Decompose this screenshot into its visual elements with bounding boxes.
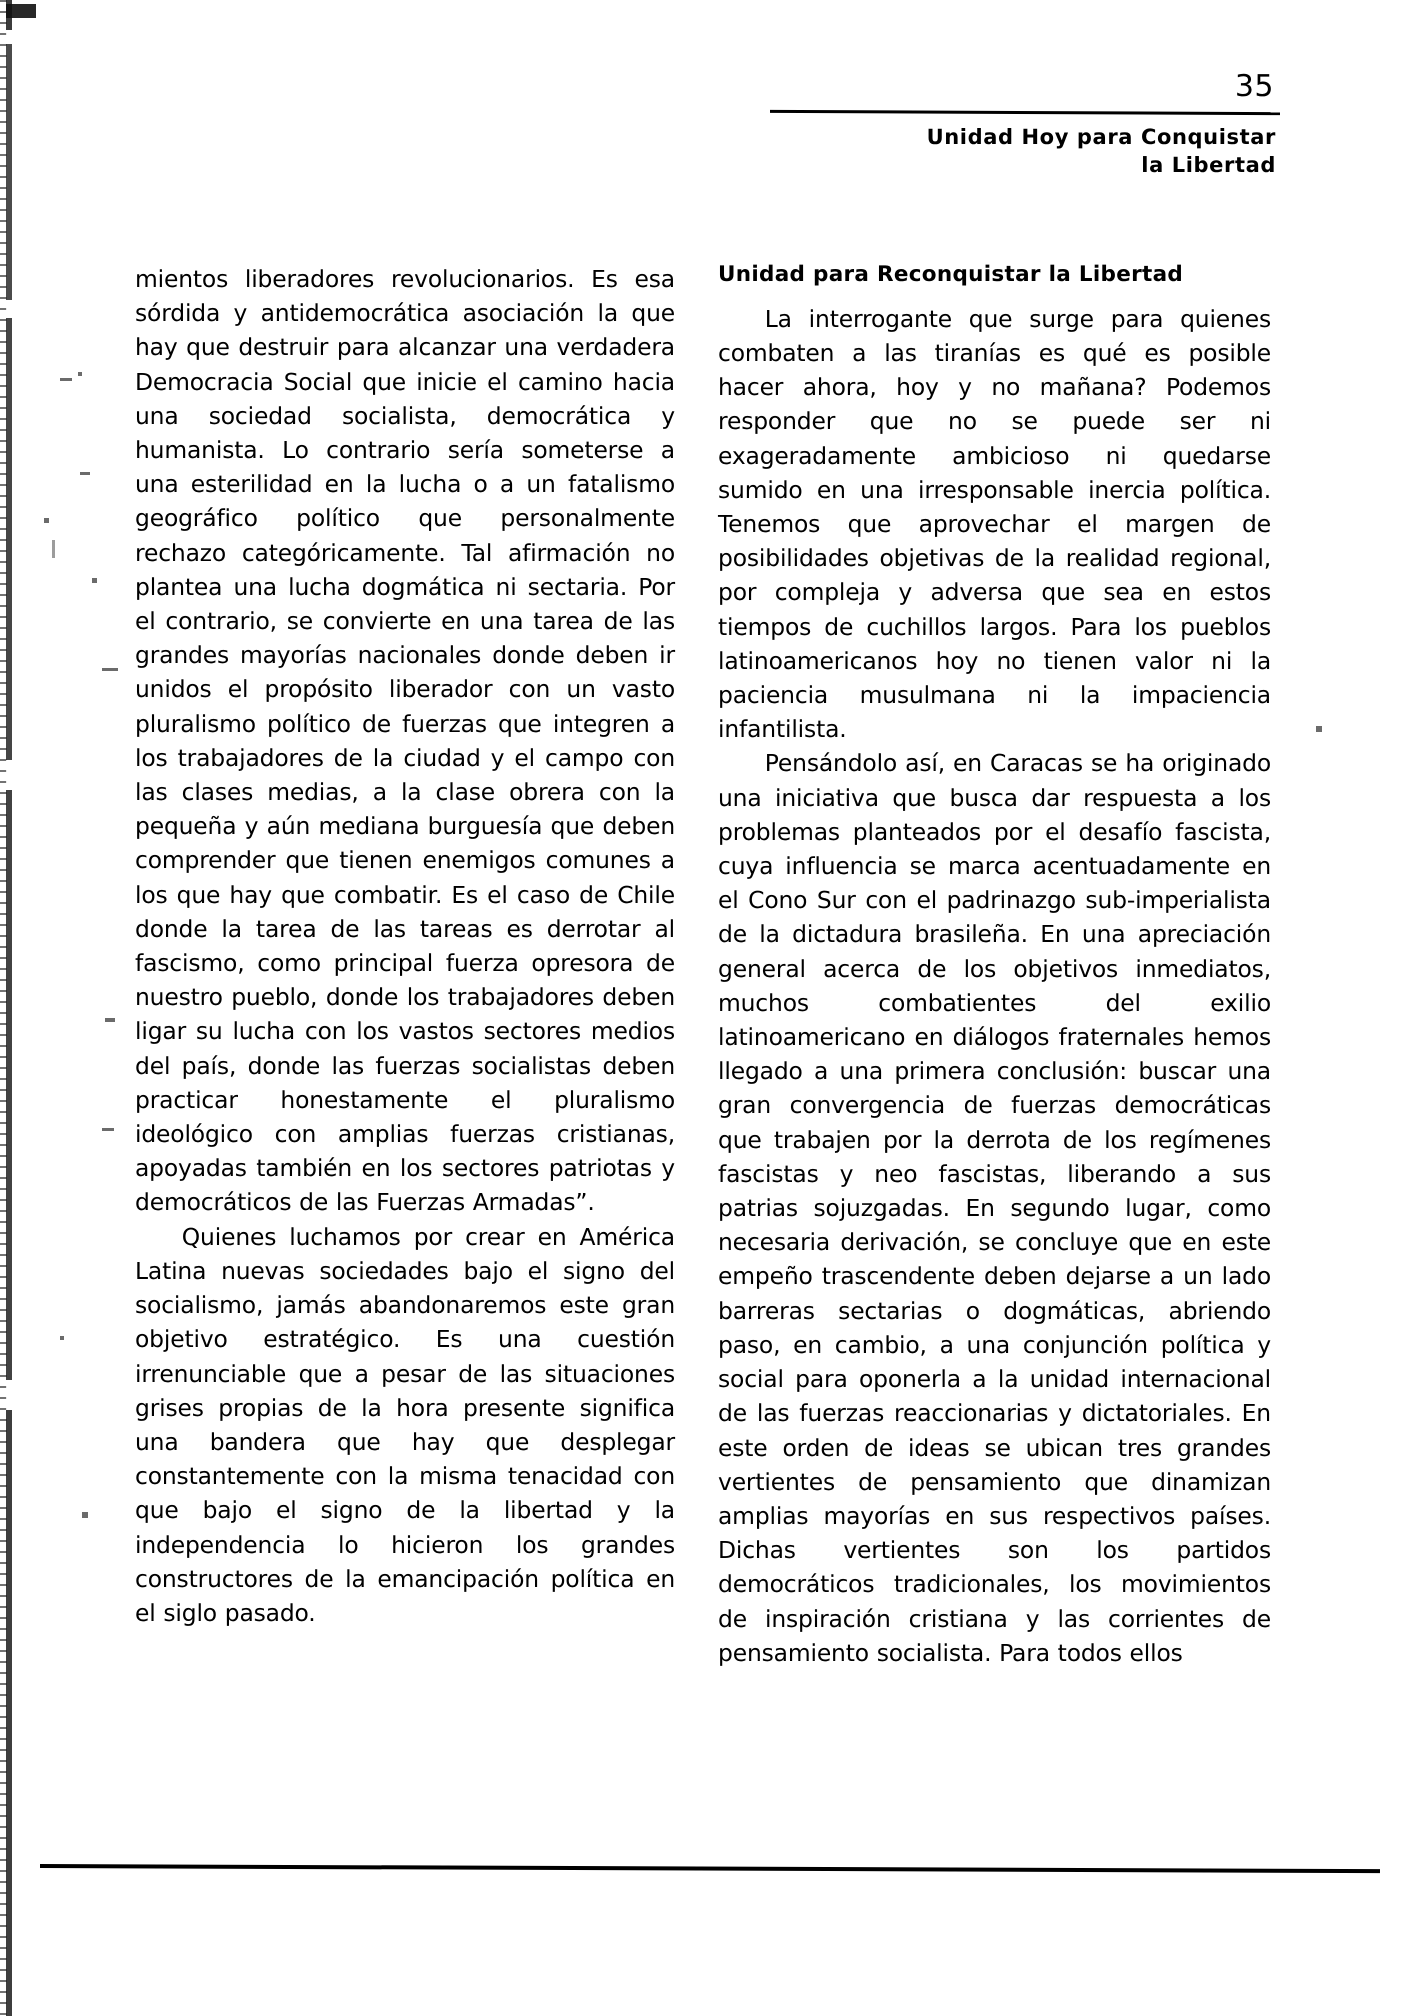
margin-speck <box>82 1512 88 1518</box>
paragraph: Quienes luchamos por crear en América Latina nuevas sociedades bajo el signo del socialismo, jamás abandonaremos este gran objetivo estratégico. Es una cuestión irrenunciable que a pesar de las situaciones grises propias de la hora presente significa una bandera que hay que desplegar constantemente con la misma tenacidad con que bajo el signo de la libertad y la independencia lo hicieron los grandes constructores de la emancipación política en el siglo pasado. <box>135 1222 675 1627</box>
running-head <box>770 123 1280 180</box>
margin-speck <box>102 668 118 671</box>
right-column <box>718 262 1271 1670</box>
margin-speck <box>52 540 55 558</box>
scan-corner-mark <box>6 4 36 18</box>
margin-speck <box>80 472 90 475</box>
page-number: 35 <box>1234 69 1274 104</box>
margin-speck <box>92 578 97 583</box>
footer-divider <box>40 1864 1380 1873</box>
margin-speck <box>102 1128 114 1131</box>
paragraph: La interrogante que surge para quienes combaten a las tiranías es qué es posible hacer ahora, hoy y no mañana? Podemos responder que no se puede ser ni exageradamente ambicioso ni quedarse sumido en una irresponsable inercia política. Tenemos que aprovechar el margen de posibilidades objetivas de la realidad regional, por compleja y adversa que sea en estos tiempos de cuchillos largos. Para los pueblos latinoamericanos hoy no tienen valor ni la paciencia musulmana ni la impaciencia infantilista. <box>718 304 1271 744</box>
margin-speck <box>1316 726 1322 732</box>
header-divider <box>770 110 1280 115</box>
running-head-line-1: Unidad Hoy para Conquistar <box>926 125 1276 149</box>
page-header <box>770 69 1280 180</box>
paragraph: Pensándolo así, en Caracas se ha originado una iniciativa que busca dar respuesta a los problemas planteados por el desafío fascista, cuya influencia se marca acentuadamente en el Cono Sur con el padrinazgo sub-imperialista de la dictadura brasileña. En una apreciación general acerca de los objetivos inmediatos, muchos combatientes del exilio latinoamericano en diálogos fraternales hemos llegado a una primera conclusión: buscar una gran convergencia de fuerzas democráticas que trabajen por la derrota de los regímenes fascistas y neo fascistas, liberando a sus patrias sojuzgadas. En segundo lugar, como necesaria derivación, se concluye que en este empeño trascendente deben dejarse a un lado barreras sectarias o dogmáticas, abriendo paso, en cambio, a una conjunción política y social para oponerla a la unidad internacional de las fuerzas reaccionarias y dictatoriales. En este orden de ideas se ubican tres grandes vertientes de pensamiento que dinamizan amplias mayorías en sus respectivos países. Dichas vertientes son los partidos democráticos tradicionales, los movimientos de inspiración cristiana y las corrientes de pensamiento socialista. Para todos ellos <box>718 749 1271 1667</box>
margin-speck <box>78 372 82 376</box>
section-subheading: Unidad para Reconquistar la Libertad <box>718 262 1184 287</box>
left-column <box>135 262 675 1630</box>
margin-speck <box>60 1336 64 1340</box>
paragraph: mientos liberadores revolucionarios. Es esa sórdida y antidemocrática asociación la que hay que destruir para alcanzar una verdadera Democracia Social que inicie el camino hacia una sociedad socialista, democrática y humanista. Lo contrario sería someterse a una esterilidad en la lucha o a un fatalismo geográfico político que personalmente rechazo categóricamente. Tal afirmación no plantea una lucha dogmática ni sectaria. Por el contrario, se convierte en una tarea de las grandes mayorías nacionales donde deben ir unidos el propósito liberador con un vasto pluralismo político de fuerzas que integren a los trabajadores de la ciudad y el campo con las clases medias, a la clase obrera con la pequeña y aún mediana burguesía que deben comprender que tienen enemigos comunes a los que hay que combatir. Es el caso de Chile donde la tarea de las tareas es derrotar al fascismo, como principal fuerza opresora de nuestro pueblo, donde los trabajadores deben ligar su lucha con los vastos sectores medios del país, donde las fuerzas socialistas deben practicar honestamente el pluralismo ideológico con amplias fuerzas cristianas, apoyadas también en los sectores patriotas y democráticos de las Fuerzas Armadas”. <box>135 265 675 1217</box>
scan-edge-black-bar <box>6 0 12 2016</box>
margin-speck <box>60 378 72 381</box>
margin-speck <box>105 1018 115 1022</box>
running-head-line-2: la Libertad <box>1141 153 1276 178</box>
margin-speck <box>44 518 49 523</box>
